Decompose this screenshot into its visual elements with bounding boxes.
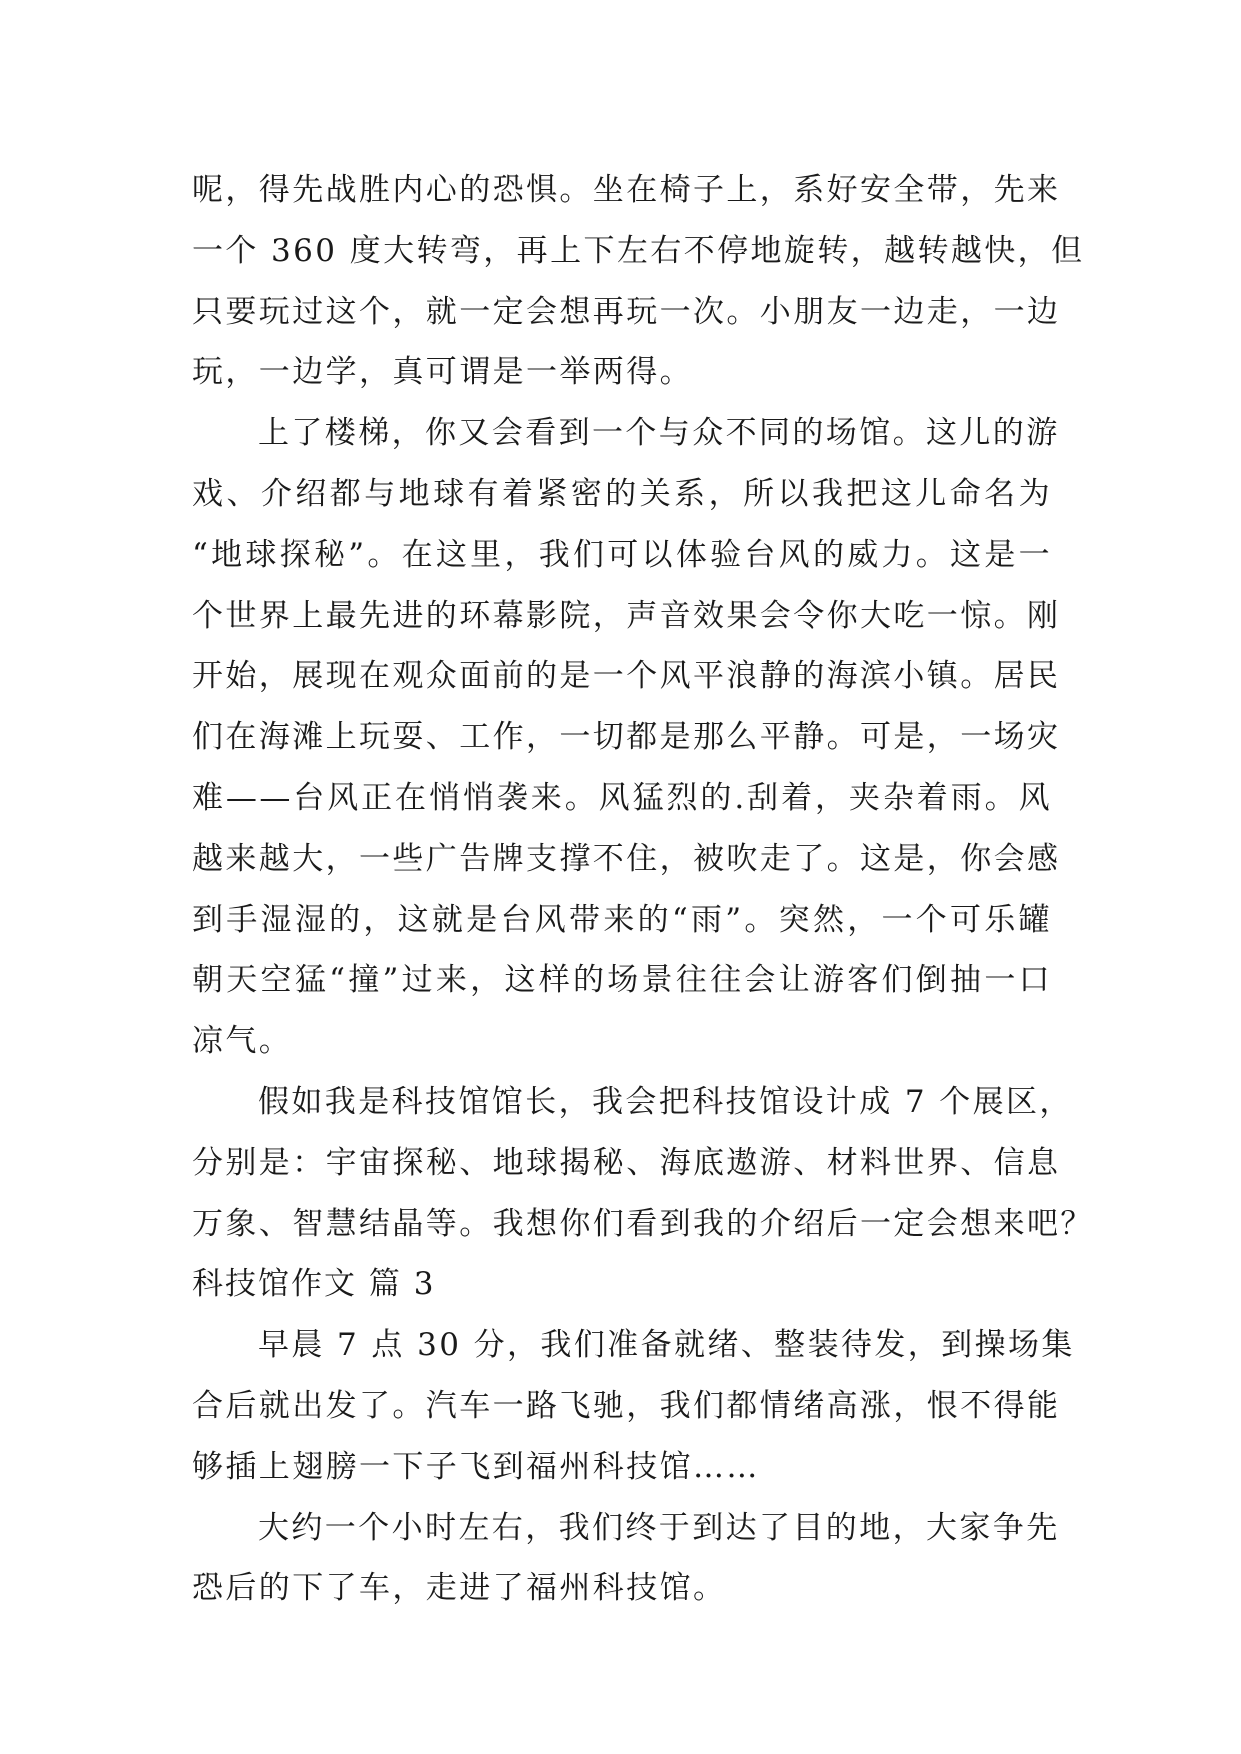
paragraph-first-line: 假如我是科技馆馆长，我会把科技馆设计成 7 个展区， — [258, 1083, 1073, 1120]
text-line: “地球探秘”。在这里，我们可以体验台风的威力。这是一 — [192, 536, 1052, 573]
text-line: 合后就出发了。汽车一路飞驰，我们都情绪高涨，恨不得能 — [192, 1387, 1061, 1424]
paragraph-first-line: 大约一个小时左右，我们终于到达了目的地，大家争先 — [258, 1509, 1060, 1546]
section-heading: 科技馆作文 篇 3 — [192, 1266, 436, 1303]
text-line: 到手湿湿的，这就是台风带来的“雨”。突然，一个可乐罐 — [192, 901, 1052, 938]
text-line: 够插上翅膀一下子飞到福州科技馆…… — [192, 1448, 760, 1485]
text-line: 恐后的下了车，走进了福州科技馆。 — [192, 1570, 727, 1607]
text-line: 们在海滩上玩耍、工作，一切都是那么平静。可是，一场灾 — [192, 719, 1061, 756]
text-line: 越来越大，一些广告牌支撑不住，被吹走了。这是，你会感 — [192, 840, 1061, 877]
text-line: 玩，一边学，真可谓是一举两得。 — [192, 354, 693, 391]
text-line: 难——台风正在悄悄袭来。风猛烈的.刮着，夹杂着雨。风 — [192, 779, 1052, 816]
text-line: 万象、智慧结晶等。我想你们看到我的介绍后一定会想来吧？ — [192, 1205, 1094, 1242]
paragraph-first-line: 上了楼梯，你又会看到一个与众不同的场馆。这儿的游 — [258, 415, 1060, 452]
text-line: 个世界上最先进的环幕影院，声音效果会令你大吃一惊。刚 — [192, 597, 1061, 634]
text-line: 一个 360 度大转弯，再上下左右不停地旋转，越转越快，但 — [192, 232, 1085, 269]
text-line: 分别是：宇宙探秘、地球揭秘、海底遨游、材料世界、信息 — [192, 1144, 1061, 1181]
text-line: 呢，得先战胜内心的恐惧。坐在椅子上，系好安全带，先来 — [192, 172, 1061, 208]
text-line: 只要玩过这个，就一定会想再玩一次。小朋友一边走，一边 — [192, 293, 1061, 330]
text-line: 开始，展现在观众面前的是一个风平浪静的海滨小镇。居民 — [192, 658, 1061, 695]
document-page — [192, 160, 1094, 1619]
paragraph-first-line: 早晨 7 点 30 分，我们准备就绪、整装待发，到操场集 — [258, 1327, 1075, 1364]
text-line: 戏、介绍都与地球有着紧密的关系，所以我把这儿命名为 — [192, 475, 1052, 512]
text-line: 凉气。 — [192, 1023, 293, 1060]
text-line: 朝天空猛“撞”过来，这样的场景往往会让游客们倒抽一口 — [192, 962, 1052, 999]
